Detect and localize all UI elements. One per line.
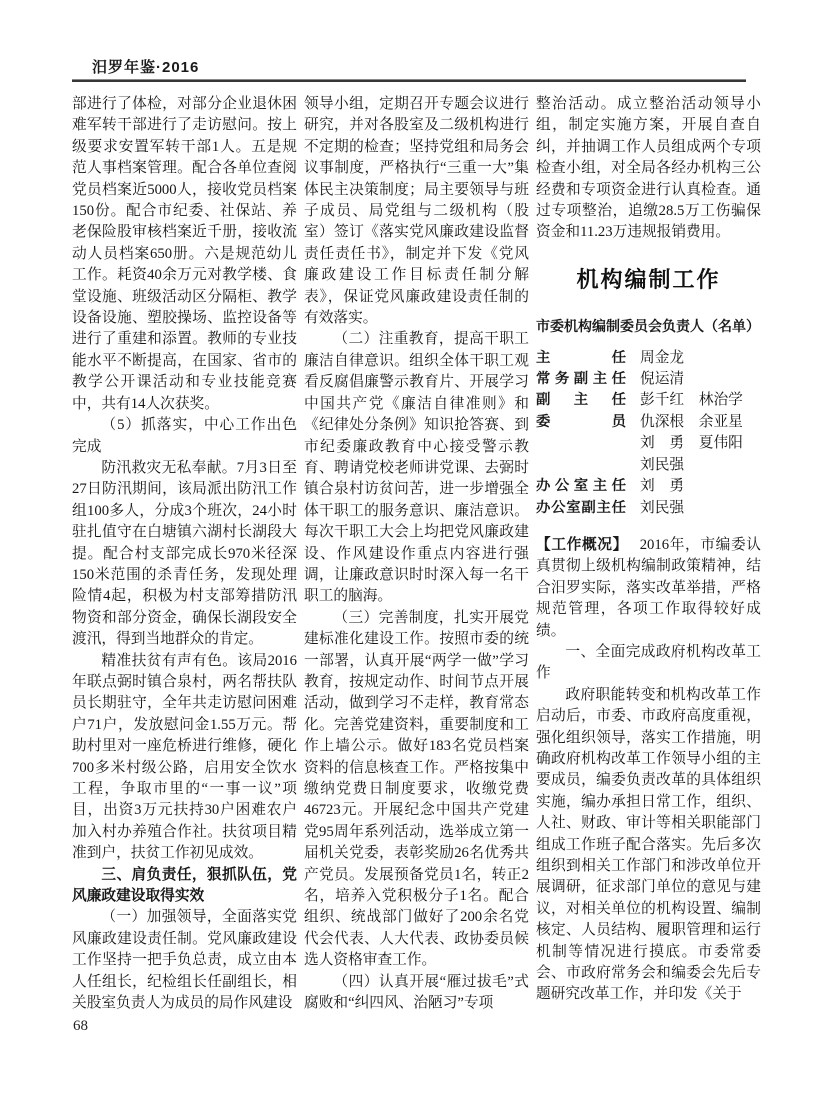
roster-row xyxy=(536,390,761,411)
text-column-1 xyxy=(72,94,297,1014)
roster-role: 委员 xyxy=(536,413,626,430)
overview-paragraph xyxy=(536,535,761,642)
roster-row xyxy=(536,412,761,433)
roster-role: 办公室副主任 xyxy=(536,499,626,516)
paragraph: 防汛救灾无私奉献。7月3日至27日防汛期间，该局派出防汛工作组100多人，分成3个班次，24小时驻扎值守在白塘镇六湖村长湖段大提。配合村支部完成长970米径深150米范围的杀青任务，发现处理险情4起，积极为村支部筹措防汛物资和部分资金，确保长湖段安全渡汛，得到当地群众的肯定。 xyxy=(72,459,297,648)
paragraph: （二）注重教育，提高干职工廉洁自律意识。组织全体干职工观看反腐倡廉警示教育片、开展学习中国共产党《廉洁自律准则》和《纪律处分条例》知识抢答赛、到市纪委廉政教育中心接受警示教育、聘请党校老师讲党课、去弼时镇合泉村访贫问苦，进一步增强全体干职工的服务意识、廉洁意识。每次干职工大会上均把党风廉政建设、作风建设作重点内容进行强调，让廉政意识时时深入每一名干职工的脑海。 xyxy=(304,331,529,605)
paragraph: 政府职能转变和机构改革工作启动后，市委、市政府高度重视，强化组织领导，落实工作措施，明确政府机构改革工作领导小组的主要成员，编委负责改革的具体组织实施，编办承担日常工作，组织、人社、财政、审计等相关职能部门组成工作班子配合落实。先后多次组织到相关工作部门和涉改单位开展调研，征求部门单位的意见与建议，对相关单位的机构设置、编制核定、人员结构、履职管理和运行机制等情况进行摸底。市委常委会、市政府常务会和编委会先后专题研究改革工作，并印发《关于 xyxy=(536,686,761,1003)
paragraph: 领导小组，定期召开专题会议进行研究，并对各股室及二级机构进行不定期的检查；坚持党组和局务会议事制度，严格执行“三重一大”集体民主决策制度；局主要领导与班子成员、局党组与二级机构（股室）签订《落实党风廉政建设监督责任责任书》，制定并下发《党风廉政建设工作目标责任制分解表》，保证党风廉政建设责任制的有效落实。 xyxy=(304,96,529,327)
roster-row xyxy=(536,369,761,390)
roster-role: 副主任 xyxy=(536,392,626,409)
roster-names: 彭千红 林治学 xyxy=(640,392,743,409)
paragraph: 精准扶贫有声有色。该局2016年联点弼时镇合泉村，两名帮扶队员长期驻守，全年共走访慰问困难户71户，发放慰问金1.55万元。帮助村里对一座危桥进行维修，硬化700多米村级公路，启用安全饮水工程，争取市里的“一事一议”项目，出资3万元扶持30户困难农户加入村办养殖合作社。扶贫项目精准到户，扶贫工作初见成效。 xyxy=(72,652,297,862)
roster-role xyxy=(536,455,626,476)
roster-row xyxy=(536,498,761,519)
roster-names: 倪运清 xyxy=(640,371,685,388)
section-heading: 一、全面完成政府机构改革工作 xyxy=(536,643,761,682)
chapter-title: 机构编制工作 xyxy=(576,266,721,292)
roster-role xyxy=(536,433,626,454)
overview-text: 2016年，市编委认真贯彻上级机构编制政策精神，结合汨罗实际，落实改革举措，严格规范管理，各项工作取得较好成绩。 xyxy=(536,536,761,639)
roster-role: 常务副主任 xyxy=(536,371,626,388)
text-column-2 xyxy=(304,94,529,1014)
header-rule xyxy=(72,79,746,82)
roster-names: 刘 勇 xyxy=(640,478,685,495)
roster-names: 周金龙 xyxy=(640,349,685,366)
roster-list xyxy=(536,348,761,519)
paragraph: （四）认真开展“雁过拔毛”式腐败和“纠四风、治陋习”专项 xyxy=(304,973,529,1012)
roster-role: 主任 xyxy=(536,349,626,366)
roster-names: 刘 勇 夏伟阳 xyxy=(640,435,743,452)
roster-row xyxy=(536,476,761,497)
roster-names: 仇深根 余亚星 xyxy=(640,413,743,430)
page-number: 68 xyxy=(73,1018,88,1034)
roster-names: 刘民强 xyxy=(640,456,685,473)
text-column-3 xyxy=(536,94,761,1006)
roster-row xyxy=(536,455,761,476)
running-header: 汨罗年鉴·2016 xyxy=(92,59,200,76)
paragraph: 整治活动。成立整治活动领导小组，制定实施方案，开展自查自纠，并抽调工作人员组成两个专项检查小组，对全局各经办机构三公经费和专项资金进行认真检查。通过专项整治，追缴28.5万工伤骗保资金和11.23万违规报销费用。 xyxy=(536,96,761,241)
section-heading: 三、肩负责任，狠抓队伍，党风廉政建设取得实效 xyxy=(72,866,297,905)
paragraph: （一）加强领导，全面落实党风廉政建设责任制。党风廉政建设工作坚持一把手负总责，成立由本人任组长，纪检组长任副组长，相关股室负责人为成员的局作风建设 xyxy=(72,909,297,1012)
paragraph: 部进行了体检，对部分企业退休困难军转干部进行了走访慰问。按上级要求安置军转干部1人。五是规范人事档案管理。配合各单位查阅党员档案近5000人，接收党员档案150份。配合市纪委、社保站、养老保险股审核档案近千册，接收流动人员档案650册。六是规范幼儿工作。耗资40余万元对教学楼、食堂设施、班级活动区分隔柜、教学设备设施、塑胶操场、监控设备等进行了重建和添置。教师的专业技能水平不断提高，在国家、省市的教学公开课活动和专业技能竞赛中，共有14人次获奖。 xyxy=(72,96,297,412)
roster-role: 办公室主任 xyxy=(536,478,626,495)
overview-label: 【工作概况】 xyxy=(536,536,628,553)
sub-heading: （5）抓落实，中心工作出色完成 xyxy=(72,417,297,455)
paragraph: （三）完善制度，扎实开展党建标准化建设工作。按照市委的统一部署，认真开展“两学一做”学习教育，按规定动作、时间节点开展活动，做到学习不走样，教育常态化。完善党建资料，重要制度和工作上墙公示。做好183名党员档案资料的信息核查工作。严格按集中缴纳党费日制度要求，收缴党费46723元。开展纪念中国共产党建党95周年系列活动，选举成立第一届机关党委，表彰奖励26名优秀共产党员。发展预备党员1名，转正2名，培养入党积极分子1名。配合组织、统战部门做好了200余名党代会代表、人大代表、政协委员候选人资格审查工作。 xyxy=(304,609,529,969)
roster-row xyxy=(536,433,761,454)
roster-names: 刘民强 xyxy=(640,499,685,516)
roster-row xyxy=(536,348,761,369)
roster-title: 市委机构编制委员会负责人（名单） xyxy=(536,318,760,335)
